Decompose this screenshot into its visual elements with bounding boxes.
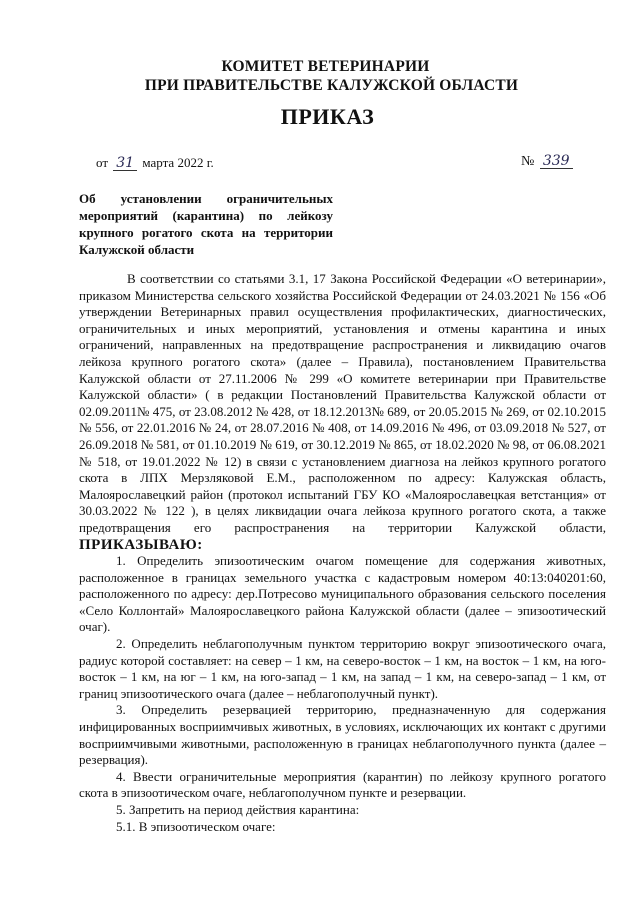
- item-1: 1. Определить эпизоотическим очагом помещение для содержания животных, расположенное в границах земельного участка с кадастровым номером 40:13:040201:60, расположенного по адресу: дер.Потресово муниципального образования сельского поселения «Село Коллонтай» Малоярославецкого района Калужской области (далее – эпизоотический очаг).: [79, 553, 606, 635]
- committee-affiliation: ПРИ ПРАВИТЕЛЬСТВЕ КАЛУЖСКОЙ ОБЛАСТИ: [144, 77, 519, 94]
- item-2: 2. Определить неблагополучным пунктом территорию вокруг эпизоотического очага, радиус которой составляет: на север – 1 км, на северо-восток – 1 км, на восток – 1 км, на юго-восток – 1 км, на юг – 1 км, на юго-запад – 1 км, на запад – 1 км, на северо-запад – 1 км, от границ эпизоотического очага (далее – неблагополучный пункт).: [79, 636, 606, 701]
- document-title: ПРИКАЗ: [280, 104, 375, 129]
- item-5: 5. Запретить на период действия карантина:: [116, 802, 360, 817]
- item-5-1: 5.1. В эпизоотическом очаге:: [116, 818, 276, 834]
- item-3: 3. Определить резервацией территорию, предназначенную для содержания инфицированных восприимчивых животных, в условиях, исключающих их контакт с другими восприимчивыми животными, расположенную в границах неблагополучного пункта (далее – резервация).: [79, 702, 606, 768]
- number-prefix: №: [521, 154, 535, 169]
- preamble-text: В соответствии со статьями 3.1, 17 Закона Российской Федерации «О ветеринарии», приказом Министерства сельского хозяйства Российской Федерации от 24.03.2021 № 156 «Об утверждении Ветеринарных правил осуществления профилактических, диагностических, ограничительных и иных мероприятий, установления и отмены карантина и иных ограничений, направленных на предотвращение распространения и ликвидацию очагов лейкоза крупного рогатого скота» (далее – Правила), постановлением Правительства Калужской области от 27.11.2006 № 299 «О комитете ветеринарии при Правительстве Калужской области» ( в редакции Постановлений Правительства Калужской области от 02.09.2011№ 475, от 23.08.2012 № 428, от 18.12.2013№ 689, от 20.05.2015 № 269, от 02.10.2015 № 556, от 22.01.2016 № 24, от 28.07.2016 № 408, от 14.09.2016 № 496, от 03.09.2018 № 527, от 26.09.2018 № 581, от 01.10.2019 № 619, от 30.12.2019 № 865, от 18.02.2020 № 98, от 06.08.2021 № 518, от 19.01.2022 № 12) в связи с установлением диагноза на лейкоз крупного рогатого скота в ЛПХ Мерзляковой Е.М., расположенном по адресу: Калужская область, Малоярославецкий район (протокол испытаний ГБУ КО «Малоярославецкая ветстанция» от 30.03.2022 № 122 ), в целях ликвидации очага лейкоза крупного рогатого скота, а также предотвращения его распространения на территории Калужской области,: [79, 271, 606, 535]
- date-rest: марта 2022 г.: [142, 155, 214, 170]
- item-4: 4. Ввести ограничительные мероприятия (карантин) по лейкозу крупного рогатого скота в эпизоотическом очаге, неблагополучном пункте и резервации.: [79, 768, 606, 801]
- order-number: [521, 154, 575, 170]
- order-word: ПРИКАЗЫВАЮ:: [79, 536, 203, 553]
- date-prefix: от: [96, 155, 109, 170]
- order-subject: Об установлении ограничительных мероприятий (карантина) по лейкозу крупного рогатого скота на территории Калужской области: [79, 191, 333, 257]
- order-date: [96, 155, 214, 171]
- order-body: [79, 271, 606, 835]
- preamble-paragraph: [79, 271, 606, 553]
- committee-name: КОМИТЕТ ВЕТЕРИНАРИИ: [221, 58, 430, 75]
- number-value-handwritten: 339: [540, 154, 573, 169]
- date-day-handwritten: 31: [113, 156, 137, 171]
